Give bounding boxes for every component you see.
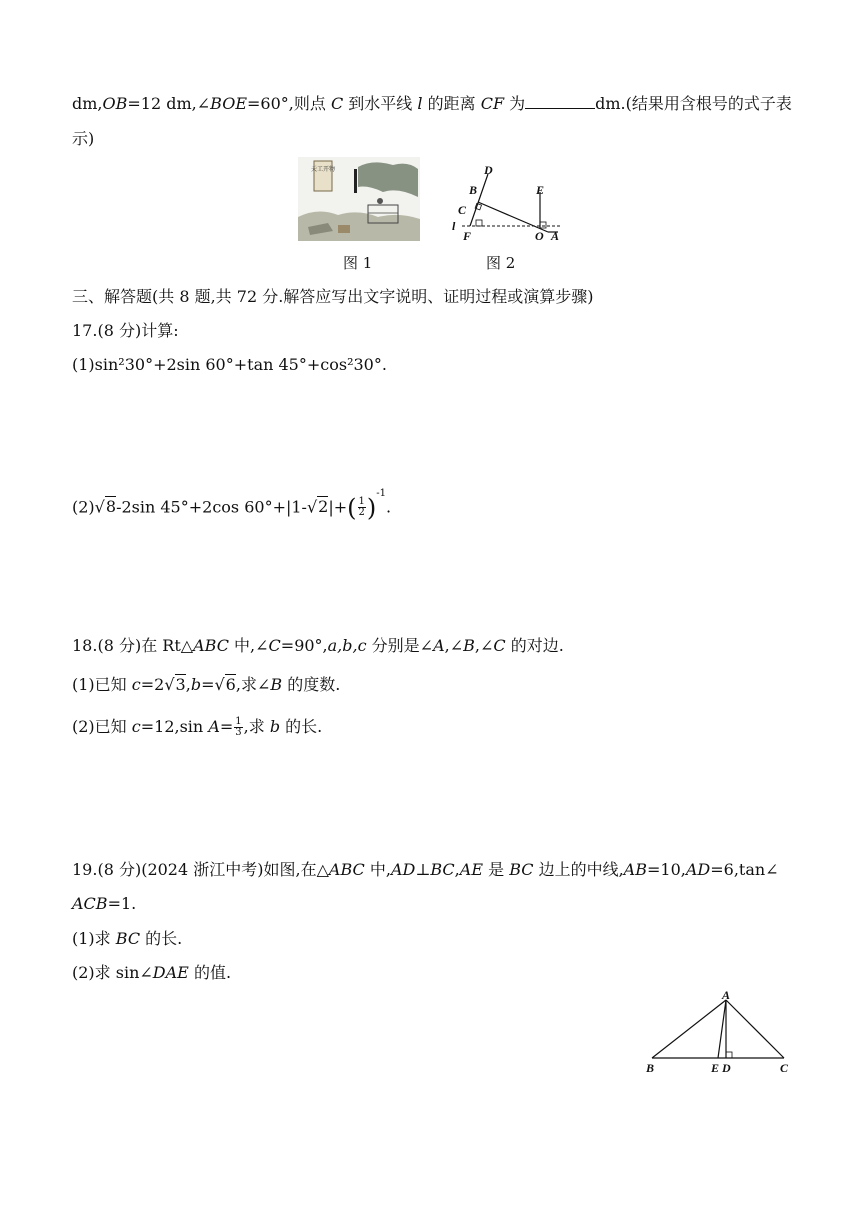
q18-part2: (2)已知 c=12,sin A= $\frac{1}{3}$ ,求 b 的长.: [72, 716, 323, 738]
q19-triangle-diagram: [640, 988, 800, 1078]
q17-part1: (1)sin²30°+2sin 60°+tan 45°+cos²30°.: [72, 355, 387, 374]
svg-text:A: A: [551, 229, 560, 243]
figure-2-diagram: [448, 162, 566, 244]
median-ae: [718, 1000, 726, 1058]
figure-1-image: [298, 157, 420, 241]
q19-part2: (2)求 sin∠DAE 的值.: [72, 963, 232, 982]
q19-part1: (1)求 BC 的长.: [72, 929, 183, 948]
q17-part2: (2)√8-2sin 45°+2cos 60°+|1-√2|+( $\frac{1}{2}$ )$^{-1}$.: [72, 488, 392, 522]
q16-line2: 示): [72, 129, 95, 148]
svg-text:E: E: [536, 183, 545, 197]
svg-text:F: F: [463, 229, 472, 243]
section-3-heading: 三、解答题(共 8 题,共 72 分.解答应写出文字说明、证明过程或演算步骤): [72, 287, 594, 306]
svg-text:E: E: [711, 1061, 720, 1075]
svg-text:O: O: [535, 229, 544, 243]
svg-text:D: D: [484, 163, 493, 177]
q19-line2: ACB=1.: [72, 894, 137, 913]
svg-text:C: C: [780, 1061, 789, 1075]
answer-blank[interactable]: [525, 94, 595, 109]
figure-2-caption: 图 2: [486, 254, 516, 272]
book-title: 天工开物: [310, 166, 336, 173]
svg-text:D: D: [722, 1061, 731, 1075]
svg-text:B: B: [646, 1061, 655, 1075]
rod-bo: [478, 202, 548, 232]
q16-line1: dm,OB=12 dm,∠BOE=60°,则点 C 到水平线 l 的距离 CF 为 dm.(结果用含根号的式子表: [72, 94, 792, 113]
svg-text:C: C: [458, 203, 467, 217]
figure-1-illustration: [298, 157, 420, 241]
fraction-one-third: $\frac{1}{3}$: [235, 716, 242, 738]
q18-part1: (1)已知 c=2√3,b=√6,求∠B 的度数.: [72, 675, 341, 694]
svg-text:l: l: [452, 219, 456, 233]
q17-heading: 17.(8 分)计算:: [72, 321, 179, 340]
rod-dc: [470, 174, 488, 226]
side-ab: [652, 1000, 726, 1058]
side-ac: [726, 1000, 784, 1058]
fraction-one-half: $\frac{1}{2}$: [358, 496, 365, 519]
q19-line1: 19.(8 分)(2024 浙江中考)如图,在△ABC 中,AD⊥BC,AE 是 BC 边上的中线,AB=10,AD=6,tan∠: [72, 860, 779, 879]
svg-text:A: A: [722, 988, 731, 1002]
figure-1-caption: 图 1: [343, 254, 373, 272]
q18-heading: 18.(8 分)在 Rt△ABC 中,∠C=90°,a,b,c 分别是∠A,∠B,∠C 的对边.: [72, 636, 564, 655]
svg-text:B: B: [469, 183, 478, 197]
